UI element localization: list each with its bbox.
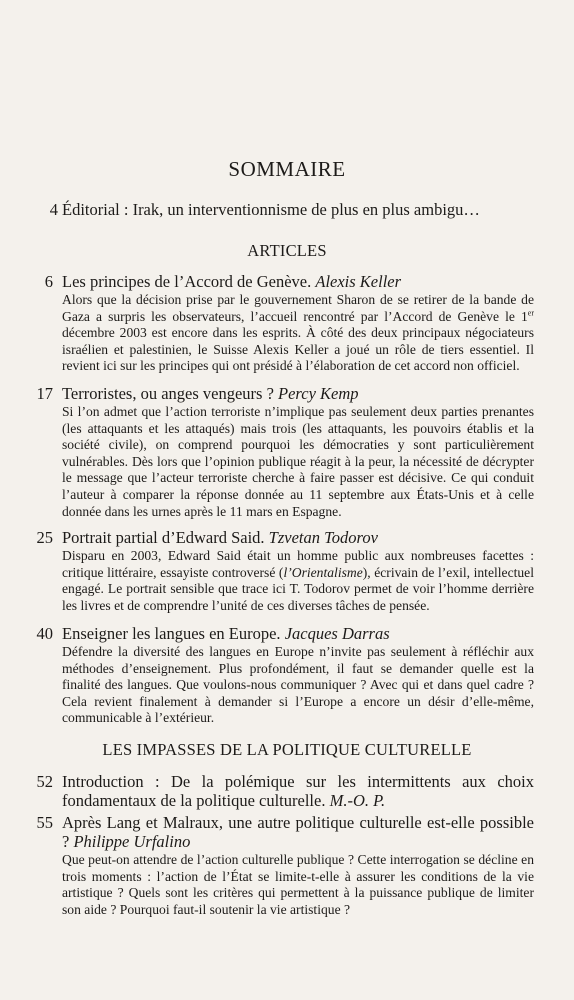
entry-page-number: 25: [36, 528, 53, 547]
entry-author: M.-O. P.: [329, 791, 386, 810]
entry-summary: [62, 292, 534, 375]
entry-heading: [62, 272, 534, 291]
entry-summary: [62, 548, 534, 614]
entry-page-number: 17: [36, 384, 53, 403]
entry-summary-part: décembre 2003 est encore dans les esprits. À côté des deux principaux négociateurs israélien et palestinien, le Suisse Alexis Keller a joué un rôle de tiers essentiel. Il revient ici sur les principes qui ont présidé à l’élaboration de cet accord non officiel.: [62, 325, 534, 374]
entry-title: Terroristes, ou anges vengeurs ?: [62, 384, 274, 403]
toc-entry: [24, 772, 534, 810]
entry-summary-superscript: er: [527, 308, 534, 318]
entry-summary-italic: l’Orientalisme: [283, 564, 363, 580]
entry-heading: [62, 772, 534, 810]
entry-author: Percy Kemp: [278, 384, 359, 403]
entry-summary: Si l’on admet que l’action terroriste n’implique pas seulement deux parties prenantes (les attaquants et les attaqués) mais trois (les attaquants, les pouvoirs établis et la société civile), on comprend pourquoi les démocraties y sont particulièrement vulnérables. Dès lors que l’opinion publique réagit à la peur, la nécessité de décrypter le message que l’acteur terroriste cherche à faire passer est décisive. Ce qui conduit l’auteur à comparer la réponse donnée au 11 septembre aux États-Unis et à celle donnée dans les urnes après le 11 mars en Espagne.: [62, 404, 534, 519]
entry-title: Enseigner les langues en Europe.: [62, 624, 281, 643]
entry-heading: [62, 813, 534, 851]
entry-summary-part: Disparu en 2003, Edward Said était un homme public aux nombreuses facettes : critique littéraire, essayiste controversé (: [62, 548, 534, 580]
editorial-entry: [42, 200, 552, 220]
entry-title: Introduction : De la polémique sur les intermittents aux choix fondamentaux de la politique culturelle.: [62, 772, 534, 810]
toc-entry: [24, 813, 534, 918]
entry-title: Après Lang et Malraux, une autre politique culturelle est-elle possible ?: [62, 813, 534, 851]
editorial-title: Éditorial : Irak, un interventionnisme de plus en plus ambigu…: [62, 200, 480, 219]
editorial-page-number: 4: [49, 200, 58, 219]
page-title: SOMMAIRE: [228, 157, 346, 181]
toc-entry: [24, 384, 534, 520]
entry-title: Portrait partial d’Edward Said.: [62, 528, 265, 547]
section-heading-culture: LES IMPASSES DE LA POLITIQUE CULTURELLE: [102, 740, 472, 759]
entry-page-number: 40: [36, 624, 53, 643]
entry-heading: [62, 624, 534, 643]
entry-heading: [62, 528, 534, 547]
entry-summary-part: Alors que la décision prise par le gouvernement Sharon de se retirer de la bande de Gaza a surpris les observateurs, l’accueil rencontré par l’Accord de Genève le 1: [62, 292, 534, 324]
toc-entry: [24, 272, 534, 375]
entry-author: Jacques Darras: [284, 624, 390, 643]
entry-title: Les principes de l’Accord de Genève.: [62, 272, 312, 291]
entry-summary: Défendre la diversité des langues en Europe n’invite pas seulement à réfléchir aux méthodes d’enseignement. Plus profondément, il faut se demander quelle est la finalité des langues. Que voulons-nous communiquer ? Avec qui et dans quel cadre ? Cela revient finalement à demander si l’Europe a encore un désir d’elle-même, communicable à l’extérieur.: [62, 644, 534, 726]
entry-author: Tzvetan Todorov: [268, 528, 378, 547]
section-heading-articles: ARTICLES: [247, 241, 327, 260]
entry-page-number: 52: [36, 772, 53, 791]
toc-entry: [24, 528, 534, 614]
entry-heading: [62, 384, 534, 403]
entry-summary-part: ), écrivain de l’exil, intellectuel engagé. Le portrait sensible que trace ici T. Todorov permet de voir l’homme derrière les livres et de comprendre l’unité de ces diverses tâches de pensée.: [62, 564, 534, 613]
entry-page-number: 55: [36, 813, 53, 832]
entry-author: Philippe Urfalino: [73, 832, 191, 851]
toc-entry: [24, 624, 534, 727]
entry-summary: Que peut-on attendre de l’action culturelle publique ? Cette interrogation se décline en trois moments : l’action de l’État se limite-t-elle à assurer les conditions de la vie artistique ? Quels sont les critères qui permettent à la puissance publique de limiter son aide ? Pourquoi faut-il soutenir la vie artistique ?: [62, 852, 534, 917]
entry-page-number: 6: [44, 272, 53, 291]
entry-author: Alexis Keller: [315, 272, 402, 291]
